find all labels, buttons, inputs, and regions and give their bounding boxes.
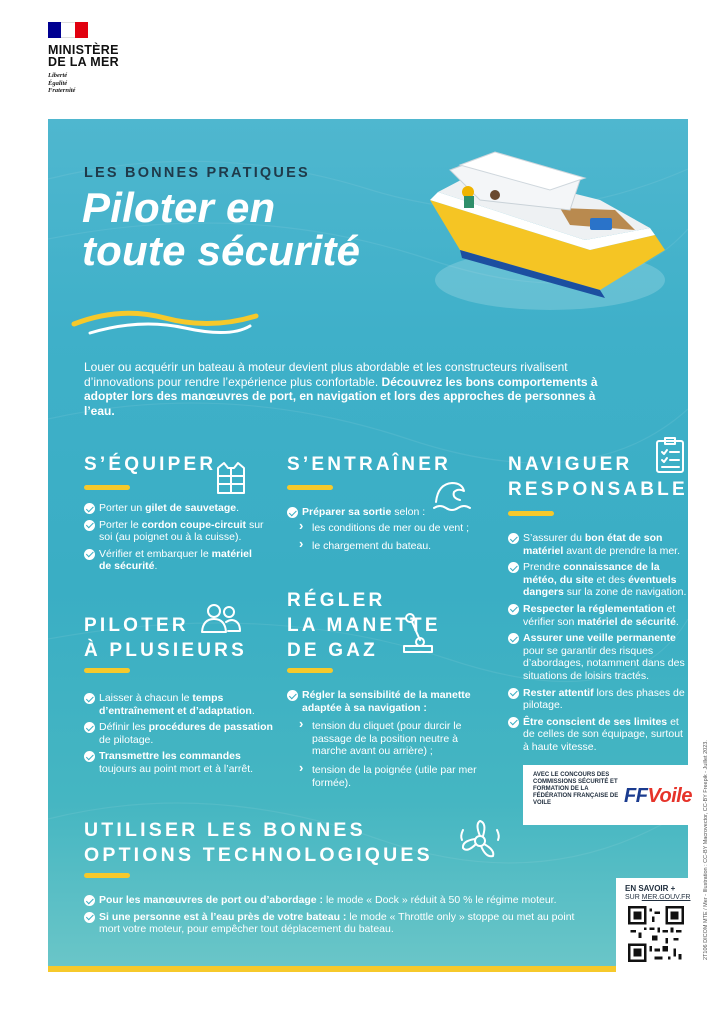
check-icon <box>84 912 95 923</box>
check-icon <box>84 751 95 762</box>
kicker: LES BONNES PRATIQUES <box>84 165 310 181</box>
republic-motto <box>48 72 75 95</box>
swoosh-decoration <box>70 304 260 336</box>
check-icon <box>508 562 519 573</box>
partner-text: AVEC LE CONCOURS DES COMMISSIONS SÉCURITÉ ET FORMATION DE LA FÉDÉRATION FRANÇAISE DE VOILE <box>533 772 619 806</box>
section-equiper-title: S’ÉQUIPER <box>84 454 217 475</box>
section-entrainer-list <box>287 506 487 557</box>
section-plusieurs-list <box>84 692 274 780</box>
life-jacket-icon <box>216 460 246 496</box>
section-manette-title: RÉGLER LA MANETTE DE GAZ <box>287 590 441 661</box>
section-naviguer-title: NAVIGUER RESPONSABLE <box>508 454 688 500</box>
section-plusieurs-title: PILOTER À PLUSIEURS <box>84 615 247 661</box>
list-item: Assurer une veille permanente pour se garantir des risques d’abordages, notamment dans des situations de loisirs tractés. <box>508 632 688 682</box>
intro-paragraph <box>84 360 614 418</box>
section-equiper-list <box>84 502 264 577</box>
check-icon <box>508 604 519 615</box>
list-item: Définir les procédures de passation de pilotage. <box>84 721 274 746</box>
credit-text: 2T106 DICOM MTE / Mer - Illustration : CC-BY Macrovector, CC-BY Freepik - Juillet 2023. <box>703 740 709 960</box>
page-title <box>82 186 360 272</box>
list-item: Régler la sensibilité de la manette adaptée à sa navigation : › tension du cliquet (pour durcir le passage de la position neutre à marche avant ou arrière) ; › tension de la poignée (utile par mer formée). <box>287 689 487 789</box>
boat-illustration <box>420 140 670 315</box>
list-item: S’assurer du bon état de son matériel avant de prendre la mer. <box>508 532 688 557</box>
ministry-name-line2: DE LA MER <box>48 55 119 69</box>
ministry-name-line1: MINISTÈRE <box>48 43 119 57</box>
check-icon <box>508 717 519 728</box>
flag-tricolor <box>48 22 88 38</box>
section-options-list <box>84 894 584 940</box>
bottom-yellow-band <box>48 966 688 972</box>
list-item: Porter le cordon coupe-circuit sur soi (au poignet ou à la cuisse). <box>84 519 264 544</box>
credit-line <box>703 520 713 970</box>
people-icon <box>200 602 242 634</box>
motto-fraternite: Fraternité <box>48 87 76 94</box>
throttle-lever-icon <box>400 612 436 654</box>
checklist-icon <box>654 436 686 474</box>
intro-text: Louer ou acquérir un bateau à moteur devient plus abordable et les constructeurs rivalisent d’innovations pour rendre l’expérience plus confortable. <box>84 360 568 389</box>
list-item: Laisser à chacun le temps d’entraînement et d’adaptation. <box>84 692 274 717</box>
section-options-title: UTILISER LES BONNES OPTIONS TECHNOLOGIQUES <box>84 819 433 866</box>
section-entrainer-bar <box>287 485 333 490</box>
ministry-name <box>48 44 119 68</box>
sub-item: › le chargement du bateau. <box>287 540 487 553</box>
list-item: Pour les manœuvres de port ou d’abordage : le mode « Dock » réduit à 50 % le régime moteur. <box>84 894 584 907</box>
list-item: Transmettre les commandes toujours au point mort et à l’arrêt. <box>84 750 274 775</box>
section-equiper-bar <box>84 485 130 490</box>
check-icon <box>508 633 519 644</box>
section-naviguer-list <box>508 532 688 758</box>
title-line2: toute sécurité <box>82 227 361 274</box>
section-manette-list <box>287 689 487 793</box>
list-item: Être conscient de ses limites et de celles de son équipage, surtout à haute vitesse. <box>508 716 688 754</box>
section-options-bar <box>84 873 130 878</box>
more-info-title: EN SAVOIR + <box>625 884 676 893</box>
motto-egalite: Égalité <box>48 79 68 87</box>
motto-liberte: Liberté <box>48 72 68 79</box>
more-info-link[interactable]: SUR MER.GOUV.FR <box>625 894 691 901</box>
list-item: Si une personne est à l’eau près de votre bateau : le mode « Throttle only » stoppe ou met au point mort votre moteur, pour empêcher tout déplacement du bateau. <box>84 911 584 936</box>
list-item: Respecter la réglementation et vérifier son matériel de sécurité. <box>508 603 688 628</box>
check-icon <box>84 895 95 906</box>
check-icon <box>84 693 95 704</box>
list-item: Porter un gilet de sauvetage. <box>84 502 264 515</box>
title-line1: Piloter en <box>82 184 276 231</box>
check-icon <box>508 688 519 699</box>
section-naviguer-bar <box>508 511 554 516</box>
check-icon <box>287 507 298 518</box>
propeller-icon <box>457 818 503 864</box>
check-icon <box>508 533 519 544</box>
sub-item: › tension du cliquet (pour durcir le passage de la position neutre à marche avant ou arrière) ; <box>287 720 487 758</box>
intro-bold-text: Découvrez les bons comportements à adopter lors des manœuvres de port, en navigation et lors des approches de personnes à l’eau. <box>84 374 598 418</box>
section-plusieurs-bar <box>84 668 130 673</box>
qr-code-icon[interactable] <box>628 906 684 962</box>
list-item: Prendre connaissance de la météo, du site et des éventuels dangers sur la zone de navigation. <box>508 561 688 599</box>
check-icon <box>84 503 95 514</box>
check-icon <box>287 690 298 701</box>
sub-item: › les conditions de mer ou de vent ; <box>287 522 487 535</box>
check-icon <box>84 549 95 560</box>
section-manette-bar <box>287 668 333 673</box>
section-entrainer-title: S’ENTRAÎNER <box>287 454 451 475</box>
list-item: Vérifier et embarquer le matériel de sécurité. <box>84 548 264 573</box>
check-icon <box>84 520 95 531</box>
check-icon <box>84 722 95 733</box>
list-item: Préparer sa sortie selon : › les conditions de mer ou de vent ; › le chargement du bateau. <box>287 506 487 553</box>
sub-item: › tension de la poignée (utile par mer formée). <box>287 764 487 789</box>
list-item: Rester attentif lors des phases de pilotage. <box>508 687 688 712</box>
ffvoile-logo: FFVoile <box>624 785 692 807</box>
